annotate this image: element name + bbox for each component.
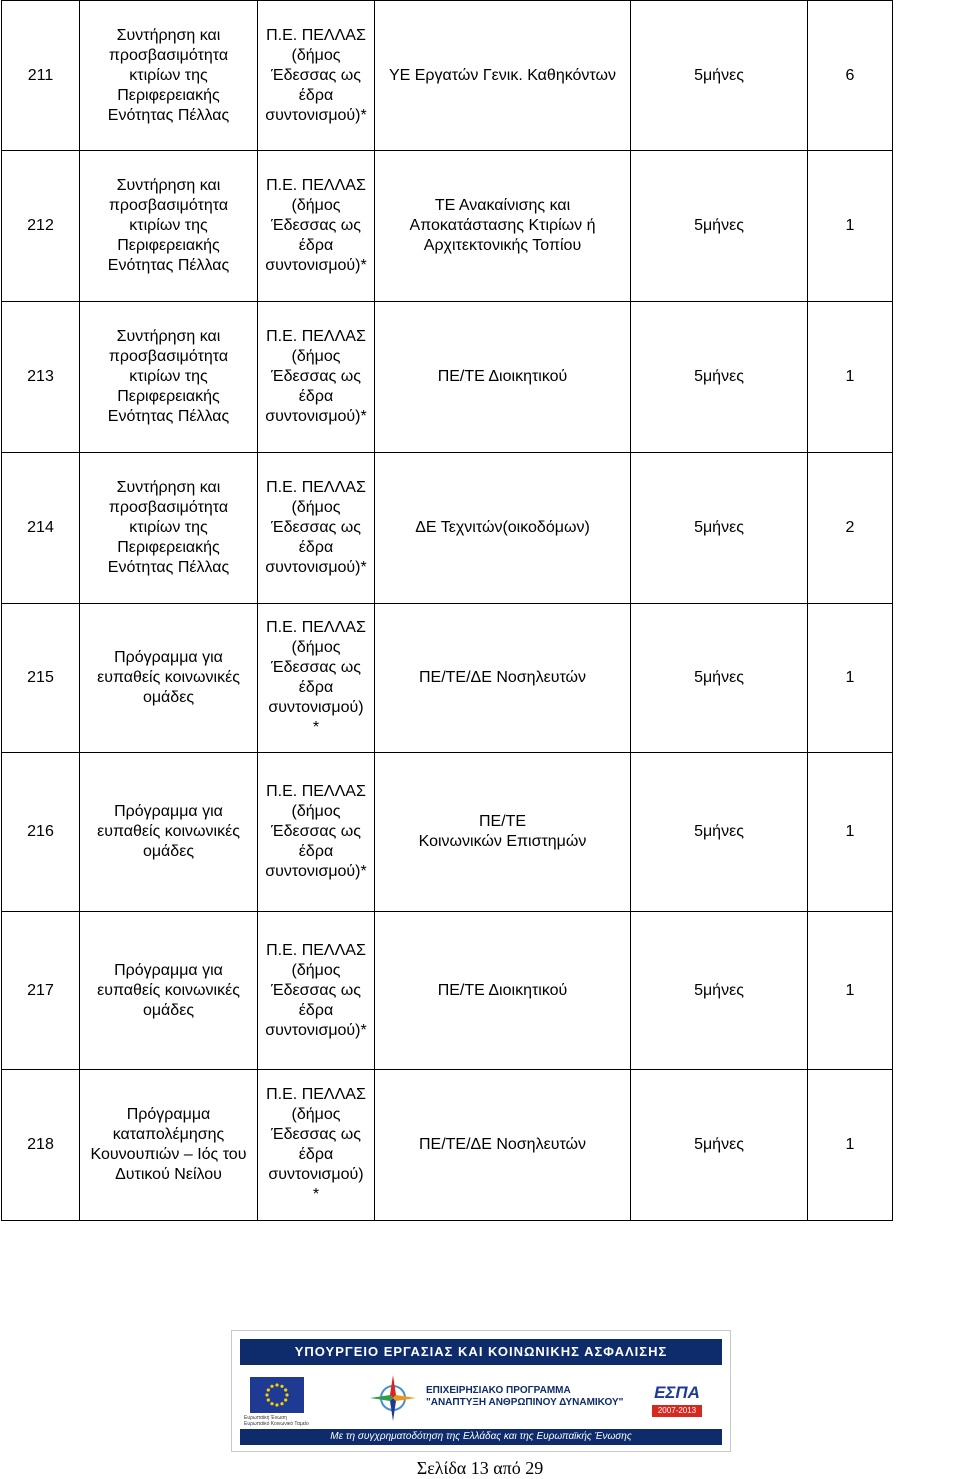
row-number: 215 [2, 604, 80, 753]
row-number: 212 [2, 151, 80, 302]
specialty: ΤΕ Ανακαίνισης και Αποκατάστασης Κτιρίων ή Αρχιτεκτονικής Τοπίου [375, 151, 631, 302]
row-number: 214 [2, 453, 80, 604]
table-row [2, 1070, 893, 1221]
duration [631, 753, 808, 912]
location: Π.Ε. ΠΕΛΛΑΣ (δήμος Έδεσσας ως έδρα συντονισμού)* [258, 453, 375, 604]
duration-value: 5μήνες [694, 519, 744, 536]
specialty: ΠΕ/ΤΕ/ΔΕ Νοσηλευτών [375, 604, 631, 753]
count-value: 1 [845, 669, 855, 686]
count-value: 1 [845, 981, 855, 999]
location: Π.Ε. ΠΕΛΛΑΣ (δήμος Έδεσσας ως έδρα συντονισμού)* [258, 1, 375, 151]
logos-strip [240, 1371, 722, 1427]
duration [631, 604, 808, 753]
positions-count [808, 753, 893, 912]
program-name: Συντήρηση και προσβασιμότητα κτιρίων της Περιφερειακής Ενότητας Πέλλας [80, 1, 258, 151]
table-row [2, 151, 893, 302]
duration [631, 1070, 808, 1221]
count-value: 1 [845, 217, 855, 234]
program-name: Πρόγραμμα για ευπαθείς κοινωνικές ομάδες [80, 753, 258, 912]
table-row [2, 302, 893, 453]
count-value: 1 [845, 368, 855, 385]
positions-count [808, 604, 893, 753]
specialty: ΠΕ/ΤΕ/ΔΕ Νοσηλευτών [375, 1070, 631, 1221]
duration [631, 1, 808, 151]
table-row [2, 912, 893, 1070]
duration-value: 5μήνες [694, 217, 744, 234]
ministry-title: ΥΠΟΥΡΓΕΙΟ ΕΡΓΑΣΙΑΣ ΚΑΙ ΚΟΙΝΩΝΙΚΗΣ ΑΣΦΑΛΙΣΗΣ [240, 1339, 722, 1365]
location: Π.Ε. ΠΕΛΛΑΣ (δήμος Έδεσσας ως έδρα συντονισμού)* [258, 753, 375, 912]
cofunding-statement: Με τη συγχρηματοδότηση της Ελλάδας και της Ευρωπαϊκής Ένωσης [240, 1429, 722, 1445]
table-row [2, 604, 893, 753]
count-value: 2 [845, 519, 855, 536]
eu-flag-icon [250, 1377, 304, 1413]
location: Π.Ε. ΠΕΛΛΑΣ (δήμος Έδεσσας ως έδρα συντονισμού)* [258, 151, 375, 302]
funding-banner [231, 1330, 731, 1452]
row-number: 218 [2, 1070, 80, 1221]
row-number: 216 [2, 753, 80, 912]
program-name: Πρόγραμμα για ευπαθείς κοινωνικές ομάδες [80, 604, 258, 753]
count-value: 6 [845, 66, 855, 84]
positions-count [808, 453, 893, 604]
program-name: Συντήρηση και προσβασιμότητα κτιρίων της Περιφερειακής Ενότητας Πέλλας [80, 151, 258, 302]
duration [631, 453, 808, 604]
espa-wordmark: ΕΣΠΑ [654, 1383, 700, 1402]
table-row [2, 1, 893, 151]
program-name: Πρόγραμμα καταπολέμησης Κουνουπιών – Ιός του Δυτικού Νείλου [80, 1070, 258, 1221]
table-row [2, 453, 893, 604]
specialty: ΥΕ Εργατών Γενικ. Καθηκόντων [375, 1, 631, 151]
program-name: Συντήρηση και προσβασιμότητα κτιρίων της Περιφερειακής Ενότητας Πέλλας [80, 453, 258, 604]
program-name: Συντήρηση και προσβασιμότητα κτιρίων της Περιφερειακής Ενότητας Πέλλας [80, 302, 258, 453]
duration [631, 912, 808, 1070]
duration-value: 5μήνες [694, 669, 744, 686]
programme-line-2: "ΑΝΑΠΤΥΞΗ ΑΝΘΡΩΠΙΝΟΥ ΔΥΝΑΜΙΚΟΥ" [426, 1397, 624, 1408]
location: Π.Ε. ΠΕΛΛΑΣ (δήμος Έδεσσας ως έδρα συντονισμού) * [258, 604, 375, 753]
page-number: Σελίδα 13 από 29 [416, 1458, 544, 1478]
eu-caption: Ευρωπαϊκή Ένωση Ευρωπαϊκό Κοινωνικό Ταμείο [244, 1415, 309, 1427]
specialty: ΔΕ Τεχνιτών(οικοδόμων) [375, 453, 631, 604]
row-number: 211 [2, 1, 80, 151]
duration-value: 5μήνες [694, 981, 744, 999]
count-value: 1 [845, 823, 855, 840]
duration-value: 5μήνες [694, 66, 744, 84]
specialty: ΠΕ/ΤΕ Διοικητικού [375, 912, 631, 1070]
program-name: Πρόγραμμα για ευπαθείς κοινωνικές ομάδες [80, 912, 258, 1070]
duration [631, 151, 808, 302]
positions-count [808, 912, 893, 1070]
duration-value: 5μήνες [694, 1136, 744, 1153]
positions-count [808, 151, 893, 302]
row-number: 217 [2, 912, 80, 1070]
table-row [2, 753, 893, 912]
count-value: 1 [845, 1136, 855, 1153]
compass-logo-icon [368, 1373, 418, 1423]
location: Π.Ε. ΠΕΛΛΑΣ (δήμος Έδεσσας ως έδρα συντονισμού) * [258, 1070, 375, 1221]
espa-logo [638, 1375, 716, 1421]
duration [631, 302, 808, 453]
positions-table [1, 0, 893, 1221]
location: Π.Ε. ΠΕΛΛΑΣ (δήμος Έδεσσας ως έδρα συντονισμού)* [258, 302, 375, 453]
espa-years: 2007-2013 [652, 1405, 702, 1417]
operational-programme [426, 1385, 626, 1409]
row-number: 213 [2, 302, 80, 453]
duration-value: 5μήνες [694, 823, 744, 840]
duration-value: 5μήνες [694, 368, 744, 385]
positions-count [808, 1, 893, 151]
programme-line-1: ΕΠΙΧΕΙΡΗΣΙΑΚΟ ΠΡΟΓΡΑΜΜΑ [426, 1385, 571, 1396]
specialty: ΠΕ/ΤΕ Κοινωνικών Επιστημών [375, 753, 631, 912]
specialty: ΠΕ/ΤΕ Διοικητικού [375, 302, 631, 453]
positions-count [808, 1070, 893, 1221]
location: Π.Ε. ΠΕΛΛΑΣ (δήμος Έδεσσας ως έδρα συντονισμού)* [258, 912, 375, 1070]
positions-count [808, 302, 893, 453]
